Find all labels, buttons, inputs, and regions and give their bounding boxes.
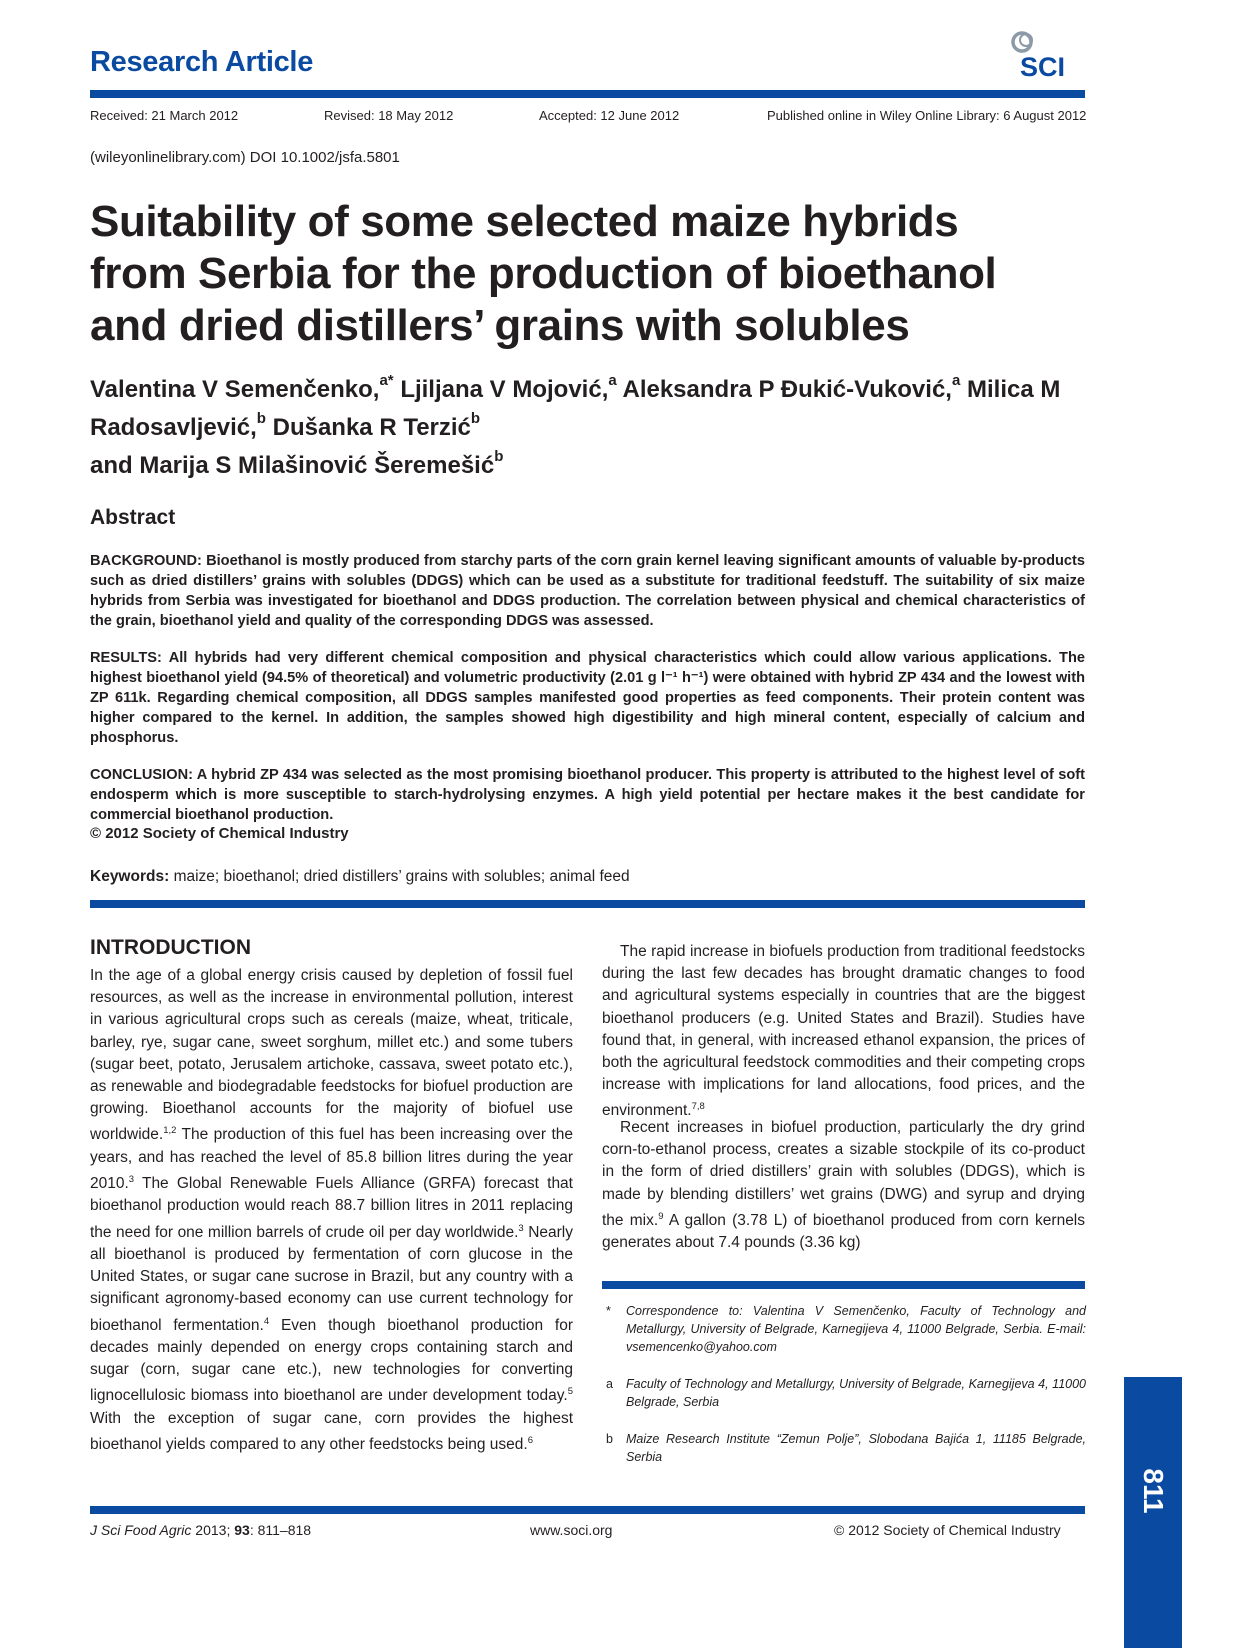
accepted-date: Accepted: 12 June 2012 [539, 108, 680, 123]
abstract-rule [90, 900, 1085, 908]
citation-ref[interactable]: 7,8 [691, 1101, 705, 1113]
footnote-text: Maize Research Institute “Zemun Polje”, Slobodana Bajića 1, 11185 Belgrade, Serbia [626, 1432, 1086, 1464]
keywords-line [90, 868, 630, 886]
abstract-background: BACKGROUND: Bioethanol is mostly produced from starchy parts of the corn grain kernel leaving significant amounts of valuable by-products such as dried distillers’ grains with solubles (DDGS) which can be used as a substitute for traditional feedstuff. The suitability of six maize hybrids from Serbia was investigated for bioethanol and DDGS production. The correlation between physical and chemical characteristics of the grain, bioethanol yield and quality of the corresponding DDGS was assessed. [90, 553, 1085, 629]
revised-date: Revised: 18 May 2012 [324, 108, 454, 123]
body-paragraph: Recent increases in biofuel production, particularly the dry grind corn-to-ethanol process, creates a sizable stockpile of its co-product in the form of dried distillers’ grain with solubles (DDGS), which is made by blending distillers’ wet grains (DWG) and syrup and drying the mix.$^9$ A gallon (3.78 L) of bioethanol produced from corn kernels generates about 7.4 pounds (3.36 kg) [602, 1119, 1086, 1252]
affiliation-footnote-b [606, 1430, 1086, 1466]
author-name: Ljiljana V Mojović, [400, 376, 609, 403]
abstract-results: RESULTS: All hybrids had very different chemical composition and physical characteristics which could allow various applications. The highest bioethanol yield (94.5% of theoretical) and volumetric productivity (2.01 g l⁻¹ h⁻¹) were obtained with hybrid ZP 434 and the lowest with ZP 611k. Regarding chemical composition, all DDGS samples manifested good properties as feed components. Their protein content was higher compared to the kernel. In addition, the samples showed high digestibility and high mineral content, especially of calcium and phosphorus. [90, 650, 1085, 746]
journal-name: J Sci Food Agric [90, 1522, 192, 1538]
website-link[interactable]: www.soci.org [530, 1522, 613, 1538]
author-affiliation: b [256, 410, 266, 427]
author-name: Valentina V Semenčenko, [90, 376, 380, 403]
author-list [90, 368, 1090, 482]
footnote-rule [602, 1281, 1085, 1289]
doi-line: (wileyonlinelibrary.com) DOI 10.1002/jsfa.5801 [90, 149, 400, 166]
author-affiliation: a* [379, 372, 394, 389]
footnote-mark: b [606, 1432, 613, 1446]
author-affiliation: b [470, 410, 481, 427]
author-name: and Marija S Milašinović Šeremešić [90, 452, 495, 479]
citation-ref[interactable]: 3 [128, 1173, 135, 1185]
keywords-list: maize; bioethanol; dried distillers’ grains with solubles; animal feed [173, 868, 630, 885]
citation-ref[interactable]: 3 [518, 1222, 524, 1234]
affiliation-footnote-a [606, 1375, 1086, 1411]
intro-paragraph: In the age of a global energy crisis caused by depletion of fossil fuel resources, as well as the increase in environmental pollution, interest in various agricultural crops such as cereals (maize, wheat, triticale, barley, rye, sugar cane, sweet sorghum, millet etc.) and some tubers (sugar beet, potato, Jerusalem artichoke, cassava, sweet potato etc.), as renewable and biodegradable feedstocks for biofuel production are growing. Bioethanol accounts for the majority of biofuel use worldwide.$^{1,2}$ The production of this fuel has been increasing over the years, and has reached the level of 85.8 billion litres during the year 2010.$^3$ The Global Renewable Fuels Alliance (GRFA) forecast that bioethanol production would reach 88.7 billion litres in 2011 replacing the need for one million barrels of crude oil per day worldwide.$^3$ Nearly all bioethanol is produced by fermentation of corn glucose in the United States, or sugar cane sucrose in Brazil, but any country with a significant agronomy-based economy can use current technology for bioethanol fermentation.$^4$ Even though bioethanol production for decades mainly depended on energy crops containing starch and sugar (corn, sugar cane etc.), new technologies for converting lignocellulosic biomass into bioethanol are under development today.$^5$ With the exception of sugar cane, corn provides the highest bioethanol yields compared to any other feedstocks being used.$^6$ [90, 967, 573, 1453]
sci-logo-icon [1008, 28, 1088, 82]
footer-rule [90, 1506, 1085, 1514]
sci-logo-text: SCI [1020, 52, 1066, 82]
page-number-tab [1124, 1377, 1182, 1648]
abstract-heading: Abstract [90, 506, 176, 529]
author-affiliation: a [608, 372, 617, 389]
citation-ref[interactable]: 5 [567, 1386, 573, 1398]
title-line: and dried distillers’ grains with solubles [90, 301, 910, 350]
published-date: Published online in Wiley Online Library: 6 August 2012 [767, 108, 1087, 123]
title-line: from Serbia for the production of bioethanol [90, 249, 997, 298]
page-number: 811 [1138, 1468, 1169, 1514]
received-date: Received: 21 March 2012 [90, 108, 239, 123]
footnote-mark: * [606, 1304, 611, 1318]
footnote-text: Correspondence to: Valentina V Semenčenko, Faculty of Technology and Metallurgy, University of Belgrade, Karnegijeva 4, 11000 Belgrade, Serbia. E-mail: vsemencenko@yahoo.com [626, 1304, 1086, 1354]
citation-ref[interactable]: 6 [527, 1434, 534, 1446]
header-rule [90, 90, 1085, 98]
author-affiliation: b [494, 448, 504, 465]
article-type-label: Research Article [90, 46, 314, 78]
citation-ref[interactable]: 4 [263, 1315, 270, 1327]
citation-ref[interactable]: 1,2 [163, 1125, 177, 1137]
author-name: Dušanka R Terzić [272, 414, 471, 441]
keywords-label: Keywords: [90, 868, 170, 885]
footnote-text: Faculty of Technology and Metallurgy, University of Belgrade, Karnegijeva 4, 11000 Belgrade, Serbia [626, 1377, 1086, 1409]
abstract-conclusion: CONCLUSION: A hybrid ZP 434 was selected as the most promising bioethanol producer. This property is attributed to the highest level of soft endosperm which is more susceptible to starch-hydrolysing enzymes. A high yield potential per hectare makes it the best candidate for commercial bioethanol production. [90, 767, 1085, 823]
author-name: Aleksandra P Đukić-Vuković, [622, 376, 952, 403]
volume-number: 93 [234, 1522, 250, 1538]
abstract-copyright: © 2012 Society of Chemical Industry [90, 825, 349, 842]
sci-logo [1008, 28, 1088, 82]
body-paragraph: The rapid increase in biofuels production from traditional feedstocks during the last few decades has brought dramatic changes to food and agricultural systems especially in countries that are the biggest bioethanol producers (e.g. United States and Brazil). Studies have found that, in general, with increased ethanol expansion, the prices of both the agricultural feedstock commodities and their competing crops increase with implications for land allocations, food prices, and the environment.$^{7,8}$ [602, 943, 1085, 1120]
footnote-mark: a [606, 1377, 613, 1391]
introduction-heading: INTRODUCTION [90, 936, 251, 959]
author-name: Milica M Radosavljević, [90, 376, 1061, 441]
citation-ref[interactable]: 9 [658, 1210, 664, 1222]
article-title [90, 196, 1090, 352]
author-affiliation: a [951, 372, 961, 389]
footer-copyright: © 2012 Society of Chemical Industry [834, 1522, 1061, 1538]
title-line: Suitability of some selected maize hybrids [90, 197, 959, 246]
journal-citation: J Sci Food Agric 2013; 93: 811–818 [90, 1522, 312, 1538]
correspondence-footnote [606, 1302, 1086, 1356]
